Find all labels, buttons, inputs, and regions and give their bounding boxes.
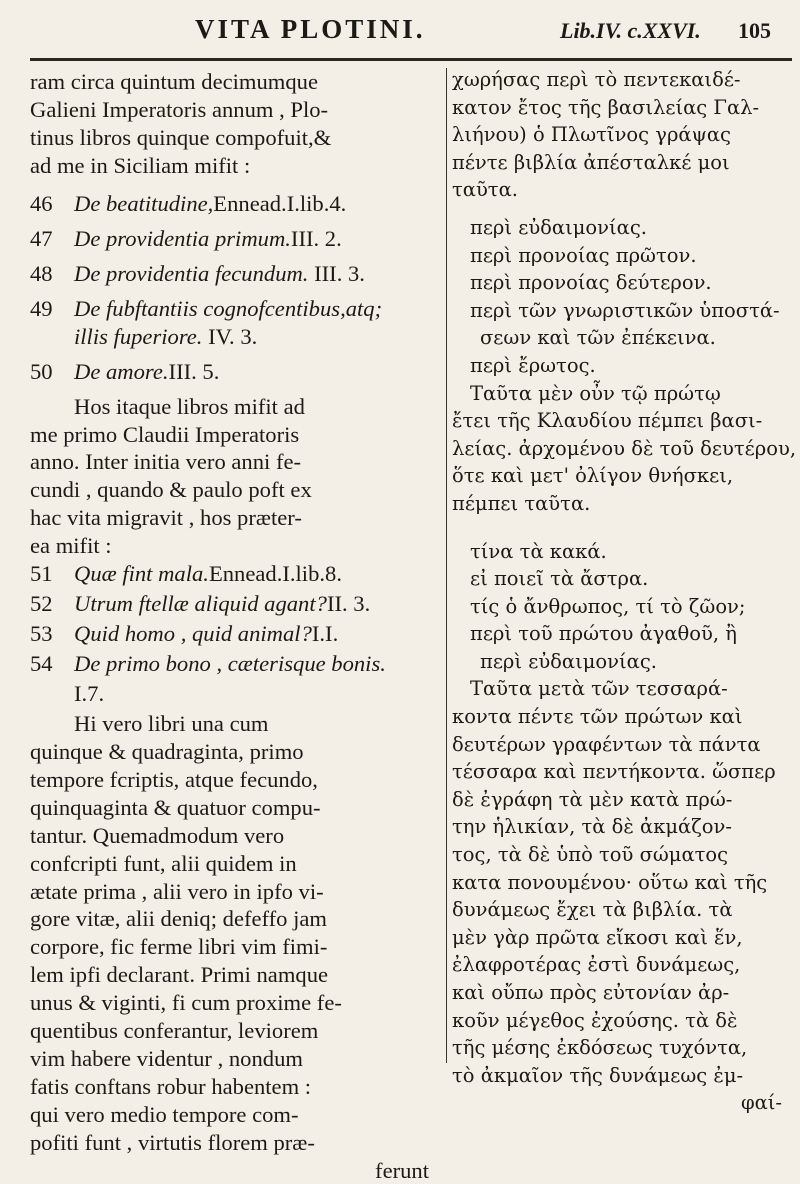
greek-line: δὲ ἐγράφη τὰ μὲν κατὰ πρώ- [452, 787, 733, 811]
greek-line: λείας. ἀρχομένου δὲ τοῦ δευτέρου, [452, 436, 797, 460]
list-item [30, 650, 435, 680]
book-list-second [30, 560, 435, 710]
ennead-reference: I.I. [311, 621, 339, 647]
book-title: De providentia fecundum. [74, 260, 309, 286]
list-item [30, 590, 435, 620]
middle-line: cundi , quando & paulo poft ex [30, 477, 312, 503]
greek-line: τὸ ἀκμαῖον τῆς δυνάμεως ἐμ- [452, 1063, 744, 1087]
book-number: 52 [30, 591, 53, 617]
list-item-continuation [30, 680, 435, 710]
book-number: 51 [30, 561, 53, 587]
intro-line: ram circa quintum decimumque [30, 69, 318, 94]
greek-line: πέντε βιβλία ἀπέσταλκέ μοι [452, 150, 730, 174]
list-item-continuation [30, 323, 435, 358]
greek-title: περὶ προνοίας δεύτερον. [470, 271, 712, 295]
greek-title: σεων καὶ τῶν ἐπέκεινα. [480, 326, 716, 350]
latin-column [30, 68, 435, 1183]
greek-title: τίς ὁ ἄνθρωπος, τί τὸ ζῶον; [470, 594, 746, 618]
greek-line: ἐλαφροτέρας ἐστὶ δυνάμεως, [452, 953, 741, 977]
book-number: 50 [30, 358, 53, 384]
book-title: Quid homo , quid animal? [74, 621, 312, 647]
greek-title: τίνα τὰ κακά. [470, 539, 607, 563]
greek-title: εἰ ποιεῖ τὰ ἄστρα. [470, 567, 649, 591]
header-rule [30, 58, 792, 61]
greek-title: περὶ εὐδαιμονίας. [480, 649, 657, 673]
closing-line: tempore fcriptis, atque fecundo, [30, 766, 318, 792]
closing-line: lem ipfi declarant. Primi namque [30, 962, 329, 988]
book-number: 48 [30, 260, 53, 286]
greek-line: φαί- [740, 1091, 782, 1115]
book-chapter-reference: Lib.IV. c.XXVI. [560, 18, 701, 43]
ennead-reference: III. 2. [290, 225, 342, 251]
greek-line: τος, τὰ δὲ ὑπὸ τοῦ σώματος [452, 843, 729, 867]
book-number: 46 [30, 190, 53, 216]
greek-line: κατον ἔτος τῆς βασιλείας Γαλ- [452, 95, 760, 119]
book-title: De fubftantiis cognofcentibus,atq; [74, 295, 383, 321]
greek-line: κοντα πέντε τῶν πρώτων καὶ [452, 705, 743, 729]
column-divider [446, 68, 447, 1063]
closing-line: unus & viginti, fi cum proxime fe- [30, 990, 342, 1016]
closing-line: quinquaginta & quatuor compu- [30, 794, 321, 820]
closing-line: confcripti funt, alii quidem in [30, 850, 297, 876]
greek-line: ταῦτα. [452, 178, 518, 202]
middle-line: hac vita migravit , hos præter- [30, 505, 302, 531]
greek-line: χωρήσας περὶ τὸ πεντεκαιδέ- [452, 68, 741, 91]
closing-line: Hi vero libri una cum [74, 711, 269, 737]
greek-line: δυνάμεως ἔχει τὰ βιβλία. τὰ [452, 898, 733, 922]
list-item [30, 225, 435, 260]
ennead-reference: III. 5. [168, 358, 220, 384]
book-list-first [30, 190, 435, 393]
ennead-reference: III. 3. [314, 260, 365, 286]
greek-line: λιήνου) ὁ Πλωτῖνος γράψας [452, 123, 731, 147]
ennead-reference: Ennead.I.lib.8. [208, 561, 342, 587]
book-title: De providentia primum. [74, 225, 291, 251]
closing-line: gore vitæ, alii deniq; defeffo jam [30, 906, 327, 932]
book-number: 49 [30, 295, 53, 321]
greek-line: τῆς μέσης ἐκδόσεως τυχόντα, [452, 1036, 748, 1060]
ennead-reference: IV. 3. [208, 323, 258, 349]
intro-line: tinus libros quinque compofuit,& [30, 124, 332, 150]
closing-line: corpore, fic ferme libri vim fimi- [30, 934, 328, 960]
greek-title: περὶ τοῦ πρώτου ἀγαθοῦ, ἢ [470, 622, 737, 646]
greek-line: μὲν γὰρ πρῶτα εἴκοσι καὶ ἕν, [452, 925, 743, 949]
greek-title: περὶ προνοίας πρῶτον. [470, 243, 697, 267]
greek-line: Ταῦτα μὲν οὖν τῷ πρώτῳ [470, 381, 721, 405]
greek-line: ἔτει τῆς Κλαυδίου πέμπει βασι- [452, 409, 763, 433]
closing-line: quentibus conferantur, leviorem [30, 1018, 319, 1044]
greek-title: περὶ εὐδαιμονίας. [470, 215, 647, 239]
ennead-reference: Ennead.I.lib.4. [213, 190, 347, 216]
greek-line: κατα πονουμένου· οὕτω καὶ τῆς [452, 870, 768, 894]
book-title: Utrum ftellæ aliquid agant? [74, 591, 327, 617]
ennead-reference: I.7. [74, 681, 105, 707]
book-title: De amore. [74, 358, 169, 384]
book-number: 53 [30, 621, 53, 647]
list-item [30, 190, 435, 225]
greek-title: περὶ ἔρωτος. [470, 353, 596, 377]
book-title: Quæ fint mala. [74, 561, 209, 587]
greek-line: τέσσαρα καὶ πεντήκοντα. ὥσπερ [452, 760, 776, 784]
greek-line: δευτέρων γραφέντων τὰ πάντα [452, 732, 761, 756]
catchword: ferunt [375, 1157, 429, 1183]
list-item [30, 620, 435, 650]
closing-line: pofiti funt , virtutis florem præ- [30, 1129, 315, 1155]
closing-line: tantur. Quemadmodum vero [30, 822, 285, 848]
greek-line: πέμπει ταῦτα. [452, 491, 591, 515]
book-title: De primo bono , cæterisque bonis. [74, 651, 386, 677]
greek-line: Ταῦτα μετὰ τῶν τεσσαρά- [470, 677, 728, 701]
running-header [0, 6, 800, 50]
closing-line: vim habere videntur , nondum [30, 1045, 303, 1071]
middle-line: Hos itaque libros mifit ad [74, 393, 305, 419]
closing-line: qui vero medio tempore com- [30, 1101, 299, 1127]
greek-line: καὶ οὔπω πρὸς εὐτονίαν ἀρ- [452, 981, 730, 1004]
greek-line: την ἡλικίαν, τὰ δὲ ἀκμάζον- [452, 815, 732, 839]
list-item [30, 295, 435, 323]
book-number: 54 [30, 651, 53, 677]
page-number: 105 [738, 18, 771, 43]
intro-line: ad me in Siciliam mifit : [30, 152, 251, 178]
middle-line: anno. Inter initia vero anni fe- [30, 449, 302, 475]
running-title: VITA PLOTINI. [195, 14, 426, 44]
book-title-continued: illis fuperiore. [74, 323, 203, 349]
ennead-reference: II. 3. [326, 591, 371, 617]
greek-column [452, 66, 797, 1115]
greek-title: περὶ τῶν γνωριστικῶν ὑποστά- [470, 298, 780, 322]
closing-line: ætate prima , alii vero in ipfo vi- [30, 878, 324, 904]
middle-line: ea mifit : [30, 533, 112, 559]
list-item [30, 560, 435, 590]
book-number: 47 [30, 225, 53, 251]
closing-line: fatis conftans robur habentem : [30, 1073, 312, 1099]
intro-line: Galieni Imperatoris annum , Plo- [30, 96, 329, 122]
middle-line: me primo Claudii Imperatoris [30, 421, 300, 447]
book-title: De beatitudine, [74, 190, 214, 216]
closing-line: quinque & quadraginta, primo [30, 738, 304, 764]
list-item [30, 260, 435, 295]
list-item [30, 358, 435, 393]
greek-line: κοῦν μέγεθος ἐχούσης. τὰ δὲ [452, 1008, 738, 1032]
greek-line: ὅτε καὶ μετ' ὀλίγον θνήσκει, [452, 464, 734, 488]
